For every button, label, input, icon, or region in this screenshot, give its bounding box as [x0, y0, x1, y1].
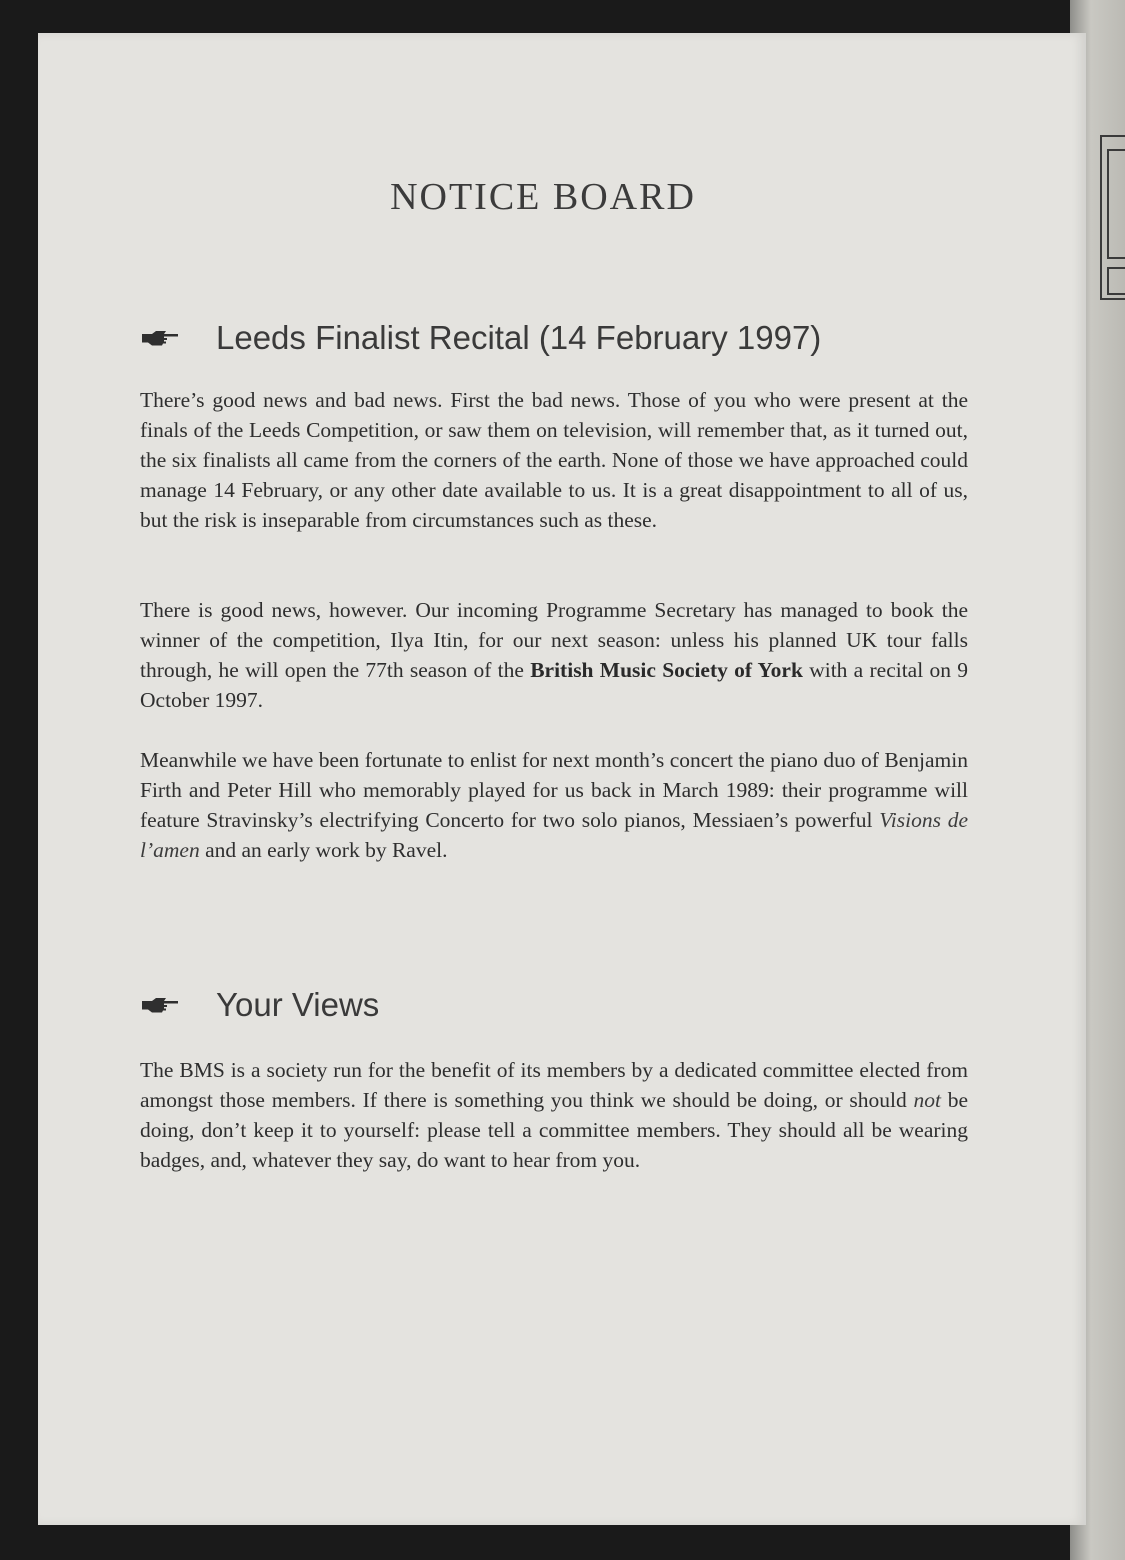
- logo-frame-foot: [1107, 267, 1125, 295]
- logo-frame-inner: [1107, 149, 1125, 259]
- pointing-hand-icon: [140, 328, 180, 348]
- section-heading-your-views: [140, 986, 379, 1024]
- paragraph-good-news: [140, 595, 968, 715]
- section-heading-text: Your Views: [216, 986, 380, 1023]
- paragraph-your-views: [140, 1055, 968, 1175]
- work-title-italic: Visions de l’amen: [140, 808, 968, 862]
- paragraph-text-start: The BMS is a society run for the benefit of its members by a dedicated committee elected from amongst those members. If there is something you think we should be doing, or should: [140, 1058, 968, 1112]
- society-name-bold: British Music Society of York: [530, 658, 803, 682]
- pointing-hand-icon: [140, 995, 180, 1015]
- paragraph-meanwhile: [140, 745, 968, 865]
- emphasis-italic: not: [913, 1088, 941, 1112]
- paragraph-bad-news: [140, 385, 968, 535]
- paragraph-text-end: and an early work by Ravel.: [199, 838, 448, 862]
- section-heading-leeds: [140, 319, 821, 357]
- paragraph-text-start: Meanwhile we have been fortunate to enlist for next month’s concert the piano duo of Benjamin Firth and Peter Hill who memorably played for us back in March 1989: their programme will feature Stravinsky’s electrifying Concerto for two solo pianos, Messiaen’s powerful: [140, 748, 968, 832]
- paragraph-text-end: with a recital on 9 October 1997.: [140, 658, 968, 712]
- paragraph-text-start: There is good news, however. Our incoming Programme Secretary has managed to book the winner of the competition, Ilya Itin, for our next season: unless his planned UK tour falls through, he will open the 77th season of the: [140, 598, 968, 682]
- section-heading-text: Leeds Finalist Recital (14 February 1997): [216, 319, 822, 356]
- paragraph-text-end: be doing, don’t keep it to yourself: please tell a committee members. They should all be wearing badges, and, whatever they say, do want to hear from you.: [140, 1088, 968, 1172]
- adjacent-page-logo-frame: [1100, 135, 1125, 300]
- page-title: NOTICE BOARD: [390, 176, 696, 218]
- paragraph-text: There’s good news and bad news. First the bad news. Those of you who were present at the finals of the Leeds Competition, or saw them on television, will remember that, as it turned out, the six finalists all came from the corners of the earth. None of those we have approached could manage 14 February, or any other date available to us. It is a great disappointment to all of us, but the risk is inseparable from circumstances such as these.: [140, 388, 968, 532]
- document-page: [38, 33, 1086, 1525]
